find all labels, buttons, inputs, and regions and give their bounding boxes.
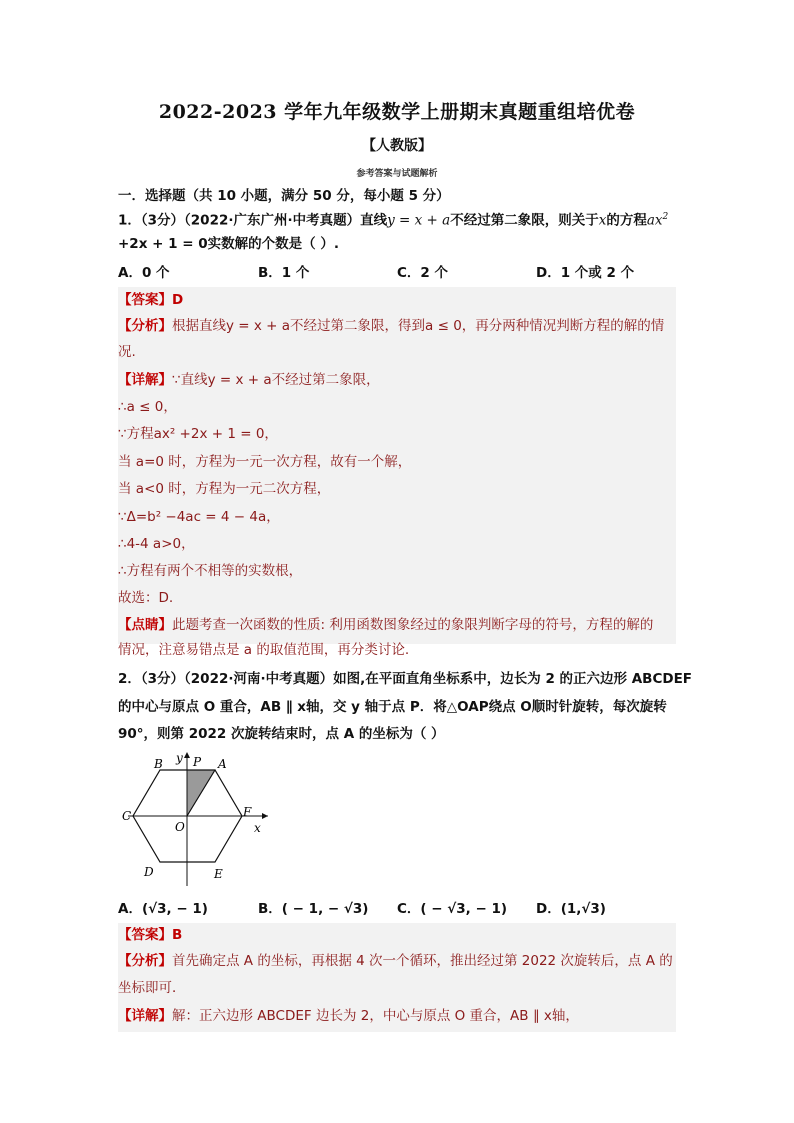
- label-b: B: [154, 757, 163, 771]
- label-c: C: [122, 809, 132, 823]
- q2-detail-text1: 解：正六边形 ABCDEF 边长为 2，中心与原点 O 重合，AB ∥ x轴，: [172, 1008, 579, 1024]
- q1-detail-line6: ∴4-4 a>0，: [118, 536, 195, 552]
- q2-analysis-line2: 坐标即可．: [118, 980, 186, 996]
- answers-heading: 参考答案与试题解析: [356, 169, 438, 179]
- edition-subtitle: 【人教版】: [362, 138, 432, 154]
- q1-comment-line2: 情况，注意易错点是 a 的取值范围，再分类讨论.: [118, 642, 410, 658]
- q1-analysis-line2: 况.: [118, 344, 136, 360]
- label-y: y: [176, 751, 183, 765]
- q2-answer-label: 【答案】: [118, 927, 172, 943]
- x-axis-arrow: [262, 813, 268, 819]
- q1-detail-line1: ∴a ≤ 0，: [118, 399, 177, 415]
- q1-stem-line2: +2x + 1 = 0实数解的个数是（ ）.: [118, 236, 339, 252]
- q1-option-b: B．1 个: [258, 265, 310, 281]
- q1-detail-label: 【详解】: [118, 372, 172, 388]
- q2-option-a: A．(√3, − 1): [118, 901, 208, 917]
- q1-stem-mid: 不经过第二象限，则关于: [450, 212, 599, 229]
- label-e: E: [214, 867, 223, 881]
- q1-answer-label: 【答案】: [118, 292, 172, 308]
- q2-stem-line2: 的中心与原点 O 重合，AB ∥ x轴，交 y 轴于点 P．将△OAP绕点 O顺时针旋转，每次旋转: [118, 699, 667, 715]
- q2-detail-label: 【详解】: [118, 1008, 172, 1024]
- y-axis-arrow: [184, 752, 190, 758]
- q2-stem-line3: 90°，则第 2022 次旋转结束时，点 A 的坐标为（ ）: [118, 726, 445, 742]
- q1-comment-line1: [118, 615, 678, 635]
- q1-stem-x: x: [598, 212, 607, 229]
- hexagon-figure: [118, 748, 278, 888]
- q2-option-c: C．( − √3, − 1): [397, 901, 508, 917]
- q1-detail-line0: [118, 370, 678, 390]
- q2-stem-line1: 2．（3分）（2022·河南·中考真题）如图,在平面直角坐标系中，边长为 2 的正六边形 ABCDEF: [118, 671, 693, 687]
- q1-detail-line4: 当 a<0 时，方程为一元二次方程，: [118, 481, 331, 497]
- q1-analysis-text1: 根据直线y = x + a不经过第二象限，得到a ≤ 0，再分两种情况判断方程的解的情: [172, 318, 665, 334]
- q1-analysis-label: 【分析】: [118, 318, 172, 334]
- q1-stem-sup: 2: [662, 212, 669, 222]
- q1-option-d: D．1 个或 2 个: [536, 265, 635, 281]
- label-x: x: [254, 821, 261, 835]
- q1-stem-eq: ax: [646, 212, 663, 229]
- q1-option-c: C．2 个: [397, 265, 449, 281]
- q1-detail-line3: 当 a=0 时，方程为一元一次方程，故有一个解，: [118, 454, 412, 470]
- label-a: A: [218, 757, 227, 771]
- q2-option-d: D．(1,√3): [536, 901, 606, 917]
- q1-detail-line8: 故选：D.: [118, 590, 174, 606]
- section-heading: 一．选择题（共 10 小题，满分 50 分，每小题 5 分）: [118, 188, 450, 204]
- label-d: D: [144, 865, 154, 879]
- q1-answer: [118, 290, 678, 310]
- q1-detail-line7: ∴方程有两个不相等的实数根，: [118, 563, 303, 579]
- q1-option-a: A．0 个: [118, 265, 170, 281]
- q1-comment-text1: 此题考查一次函数的性质: 利用函数图象经过的象限判断字母的符号，方程的解的: [172, 617, 654, 633]
- q2-answer-value: B: [172, 927, 183, 943]
- q1-detail-text0: ∵直线y = x + a不经过第二象限，: [172, 372, 380, 388]
- q2-option-b: B．( − 1, − √3): [258, 901, 369, 917]
- q1-stem-tail: 的方程: [606, 212, 647, 229]
- q1-detail-line5: ∵Δ=b² −4ac = 4 − 4a，: [118, 509, 280, 525]
- q2-analysis-text1: 首先确定点 A 的坐标，再根据 4 次一个循环，推出经过第 2022 次旋转后，点 A 的: [172, 953, 673, 969]
- q1-stem-prefix: 1．（3分）（2022·广东广州·中考真题）直线: [118, 212, 388, 229]
- q1-detail-line2: ∵方程ax² +2x + 1 = 0，: [118, 426, 278, 442]
- label-p: P: [193, 755, 202, 769]
- q2-detail-line1: [118, 1006, 678, 1026]
- q2-analysis-label: 【分析】: [118, 953, 172, 969]
- q1-answer-value: D: [172, 292, 184, 308]
- page-title: 2022-2023 学年九年级数学上册期末真题重组培优卷: [158, 101, 636, 123]
- q1-stem-line-eq: y = x + a: [387, 212, 451, 229]
- q1-stem-line1: [118, 207, 678, 231]
- q2-answer: [118, 925, 678, 945]
- label-o: O: [175, 820, 185, 834]
- q2-analysis-line1: [118, 951, 678, 971]
- label-f: F: [243, 805, 252, 819]
- q1-analysis-line1: [118, 316, 678, 336]
- q1-comment-label: 【点睛】: [118, 617, 172, 633]
